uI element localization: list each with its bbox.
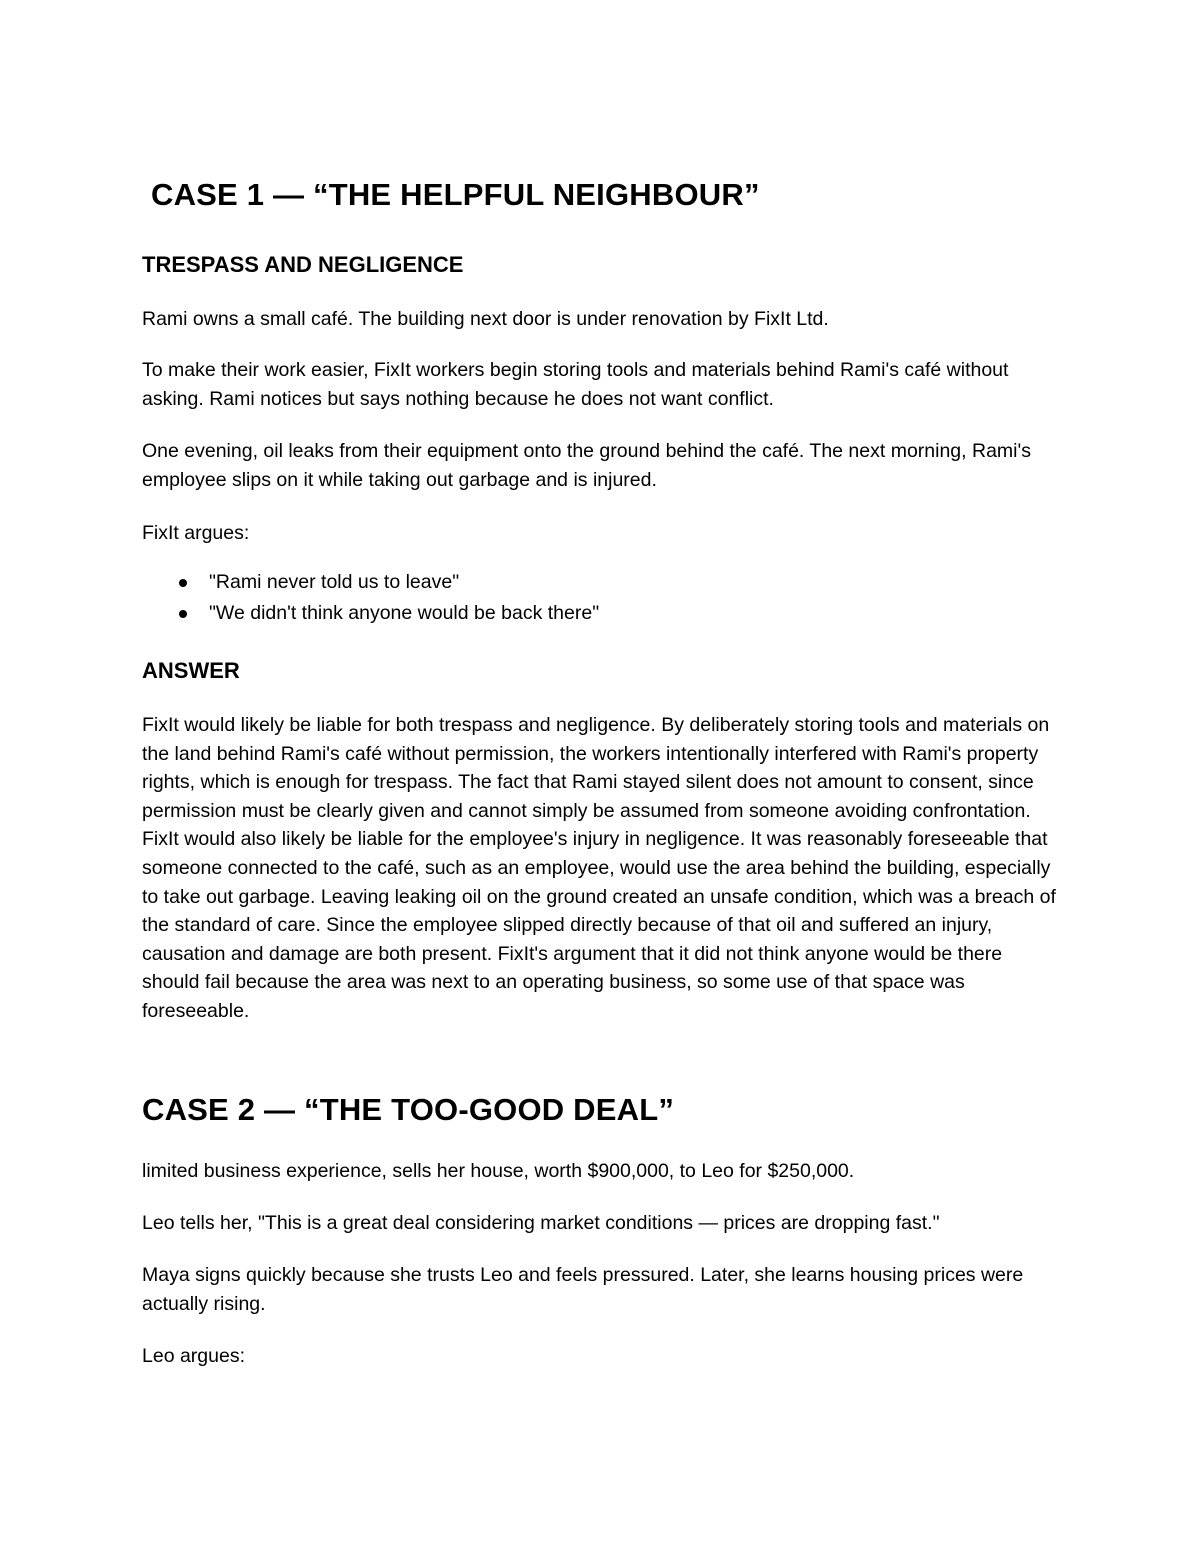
- case-1-title: CASE 1 — “THE HELPFUL NEIGHBOUR”: [151, 177, 760, 212]
- case-1-paragraph-2: To make their work easier, FixIt workers begin storing tools and materials behind Rami's café without asking. Rami notices but says nothing because he does not want conflict.: [142, 359, 1009, 410]
- case-2-paragraph-4: Leo argues:: [142, 1345, 245, 1367]
- case-1-paragraph-1: Rami owns a small café. The building next door is under renovation by FixIt Ltd.: [142, 308, 829, 330]
- case-1-paragraph-4: FixIt argues:: [142, 522, 250, 544]
- case-2-paragraph-1: limited business experience, sells her house, worth $900,000, to Leo for $250,000.: [142, 1160, 855, 1182]
- bullet-icon: [179, 610, 187, 618]
- case-1-paragraph-3: One evening, oil leaks from their equipment onto the ground behind the café. The next morning, Rami's employee slips on it while taking out garbage and is injured.: [142, 440, 1031, 491]
- list-item: [142, 567, 599, 598]
- argument-text: "Rami never told us to leave": [209, 571, 460, 593]
- case-1-argument-list: [142, 567, 599, 629]
- case-1-answer-heading: ANSWER: [142, 658, 240, 683]
- bullet-icon: [179, 579, 187, 587]
- list-item: [142, 598, 599, 629]
- case-2-paragraph-3: Maya signs quickly because she trusts Leo and feels pressured. Later, she learns housing prices were actually rising.: [142, 1264, 1024, 1315]
- case-1-section-heading: TRESPASS AND NEGLIGENCE: [142, 252, 464, 277]
- case-2-title: CASE 2 — “THE TOO-GOOD DEAL”: [142, 1092, 675, 1127]
- argument-text: "We didn't think anyone would be back there": [209, 602, 600, 624]
- case-1-answer-text: FixIt would likely be liable for both trespass and negligence. By deliberately storing tools and materials on the land behind Rami's café without permission, the workers intentionally interfered with Rami's property rights, which is enough for trespass. The fact that Rami stayed silent does not amount to consent, since permission must be clearly given and cannot simply be assumed from someone avoiding confrontation. FixIt would also likely be liable for the employee's injury in negligence. It was reasonably foreseeable that someone connected to the café, such as an employee, would use the area behind the building, especially to take out garbage. Leaving leaking oil on the ground created an unsafe condition, which was a breach of the standard of care. Since the employee slipped directly because of that oil and suffered an injury, causation and damage are both present. FixIt's argument that it did not think anyone would be there should fail because the area was next to an operating business, so some use of that space was foreseeable.: [142, 714, 1056, 1022]
- case-2-paragraph-2: Leo tells her, "This is a great deal considering market conditions — prices are dropping fast.": [142, 1212, 940, 1234]
